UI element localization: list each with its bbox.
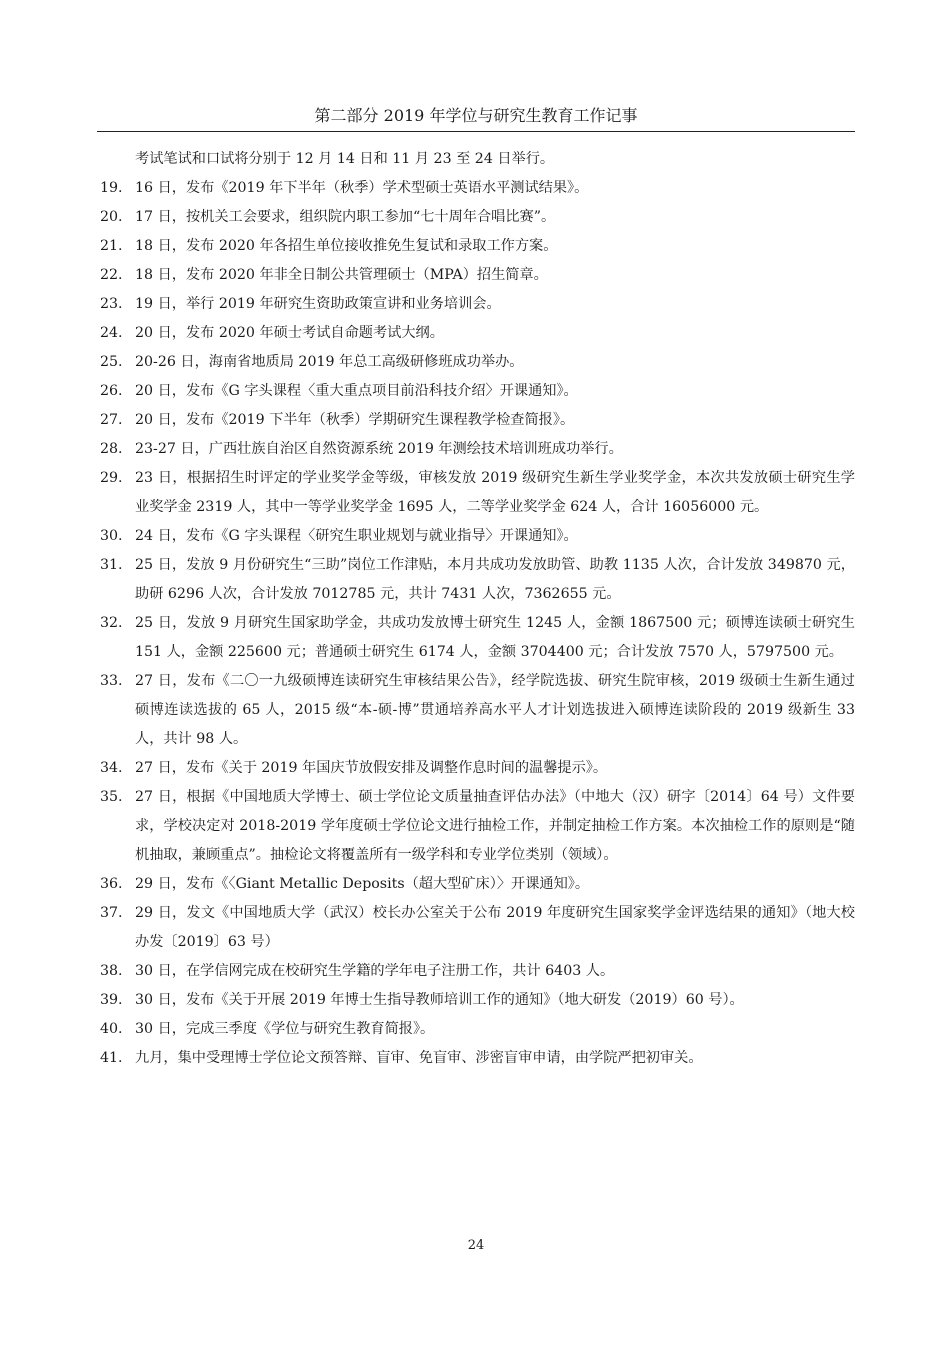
item-number: 29. bbox=[100, 470, 123, 486]
item-text: 20 日，发布《2019 下半年（秋季）学期研究生课程教学检查简报》。 bbox=[135, 412, 575, 428]
item-text: 25 日，发放 9 月研究生国家助学金，共成功发放博士研究生 1245 人，金额 1867500 元；硕博连读硕士研究生 151 人，金额 225600 元；普通硕士研究生 6174 人，金额 3704400 元；合计发放 7570 人，5797500 元。 bbox=[135, 615, 855, 660]
item-text: 30 日，在学信网完成在校研究生学籍的学年电子注册工作，共计 6403 人。 bbox=[135, 963, 615, 979]
list-item bbox=[100, 783, 855, 870]
continuation-text: 考试笔试和口试将分别于 12 月 14 日和 11 月 23 至 24 日举行。 bbox=[135, 151, 555, 167]
item-text: 23-27 日，广西壮族自治区自然资源系统 2019 年测绘技术培训班成功举行。 bbox=[135, 441, 623, 457]
item-text: 18 日，发布 2020 年非全日制公共管理硕士（MPA）招生简章。 bbox=[135, 267, 548, 283]
list-item bbox=[100, 1015, 855, 1044]
list-item bbox=[100, 667, 855, 754]
page-header: 第二部分 2019 年学位与研究生教育工作记事 bbox=[314, 106, 638, 125]
item-text: 23 日，根据招生时评定的学业奖学金等级，审核发放 2019 级研究生新生学业奖学金，本次共发放硕士研究生学业奖学金 2319 人，其中一等学业奖学金 1695 人，二等学业奖学金 624 人，合计 16056000 元。 bbox=[135, 470, 855, 515]
list-item bbox=[100, 754, 855, 783]
item-number: 30. bbox=[100, 528, 123, 544]
list-item bbox=[100, 174, 855, 203]
list-item bbox=[100, 203, 855, 232]
item-text: 16 日，发布《2019 年下半年（秋季）学术型硕士英语水平测试结果》。 bbox=[135, 180, 589, 196]
list-item bbox=[100, 435, 855, 464]
page-number: 24 bbox=[467, 1238, 485, 1253]
item-text: 27 日，发布《关于 2019 年国庆节放假安排及调整作息时间的温馨提示》。 bbox=[135, 760, 608, 776]
item-number: 27. bbox=[100, 412, 123, 428]
item-text: 30 日，完成三季度《学位与研究生教育简报》。 bbox=[135, 1021, 435, 1037]
list-item bbox=[100, 986, 855, 1015]
list-item bbox=[100, 348, 855, 377]
list-item bbox=[100, 957, 855, 986]
item-text: 20 日，发布 2020 年硕士考试自命题考试大纲。 bbox=[135, 325, 444, 341]
item-number: 25. bbox=[100, 354, 123, 370]
item-number: 26. bbox=[100, 383, 123, 399]
item-number: 41. bbox=[100, 1050, 123, 1066]
item-text: 20 日，发布《G 字头课程〈重大重点项目前沿科技介绍〉开课通知》。 bbox=[135, 383, 578, 399]
list-item bbox=[100, 522, 855, 551]
list-item bbox=[100, 319, 855, 348]
page-content bbox=[100, 145, 855, 1073]
item-text: 27 日，发布《二〇一九级硕博连读研究生审核结果公告》，经学院选拔、研究生院审核，2019 级硕士生新生通过硕博连读选拔的 65 人，2015 级“本-硕-博”贯通培养高水平人才计划选拔进入硕博连读阶段的 2019 级新生 33 人，共计 98 人。 bbox=[135, 673, 855, 747]
item-text: 18 日，发布 2020 年各招生单位接收推免生复试和录取工作方案。 bbox=[135, 238, 558, 254]
item-number: 38. bbox=[100, 963, 123, 979]
list-item bbox=[100, 464, 855, 522]
list-item bbox=[100, 290, 855, 319]
item-number: 24. bbox=[100, 325, 123, 341]
item-text: 30 日，发布《关于开展 2019 年博士生指导教师培训工作的通知》（地大研发（2019）60 号）。 bbox=[135, 992, 744, 1008]
item-number: 37. bbox=[100, 905, 123, 921]
item-text: 29 日，发布《〈Giant Metallic Deposits（超大型矿床）〉开课通知》。 bbox=[135, 876, 590, 892]
list-item bbox=[100, 551, 855, 609]
item-number: 34. bbox=[100, 760, 123, 776]
item-number: 32. bbox=[100, 615, 123, 631]
item-number: 21. bbox=[100, 238, 123, 254]
item-text: 19 日，举行 2019 年研究生资助政策宣讲和业务培训会。 bbox=[135, 296, 501, 312]
list-item bbox=[100, 1044, 855, 1073]
item-text: 24 日，发布《G 字头课程〈研究生职业规划与就业指导〉开课通知》。 bbox=[135, 528, 578, 544]
item-number: 40. bbox=[100, 1021, 123, 1037]
list-item bbox=[100, 377, 855, 406]
item-number: 35. bbox=[100, 789, 123, 805]
list-item bbox=[100, 232, 855, 261]
list-item bbox=[100, 406, 855, 435]
list-item bbox=[100, 870, 855, 899]
list-item bbox=[100, 899, 855, 957]
item-number: 36. bbox=[100, 876, 123, 892]
event-list bbox=[100, 174, 855, 1073]
item-text: 17 日，按机关工会要求，组织院内职工参加“七十周年合唱比赛”。 bbox=[135, 209, 556, 225]
item-number: 22. bbox=[100, 267, 123, 283]
item-number: 28. bbox=[100, 441, 123, 457]
item-number: 33. bbox=[100, 673, 123, 689]
header-rule bbox=[97, 131, 855, 132]
list-item bbox=[100, 609, 855, 667]
item-number: 23. bbox=[100, 296, 123, 312]
item-number: 31. bbox=[100, 557, 123, 573]
item-number: 20. bbox=[100, 209, 123, 225]
item-text: 25 日，发放 9 月份研究生“三助”岗位工作津贴，本月共成功发放助管、助教 1135 人次，合计发放 349870 元，助研 6296 人次，合计发放 7012785 元，共计 7431 人次，7362655 元。 bbox=[135, 557, 855, 602]
item-text: 29 日，发文《中国地质大学（武汉）校长办公室关于公布 2019 年度研究生国家奖学金评选结果的通知》（地大校办发〔2019〕63 号） bbox=[135, 905, 855, 950]
item-text: 27 日，根据《中国地质大学博士、硕士学位论文质量抽查评估办法》（中地大（汉）研字〔2014〕64 号）文件要求，学校决定对 2018-2019 学年度硕士学位论文进行抽检工作，并制定抽检工作方案。本次抽检工作的原则是“随机抽取，兼顾重点”。抽检论文将覆盖所有一级学科和专业学位类别（领域）。 bbox=[135, 789, 855, 863]
item-text: 20-26 日，海南省地质局 2019 年总工高级研修班成功举办。 bbox=[135, 354, 524, 370]
item-number: 39. bbox=[100, 992, 123, 1008]
item-text: 九月，集中受理博士学位论文预答辩、盲审、免盲审、涉密盲审申请，由学院严把初审关。 bbox=[135, 1050, 703, 1066]
item-number: 19. bbox=[100, 180, 123, 196]
list-item bbox=[100, 261, 855, 290]
